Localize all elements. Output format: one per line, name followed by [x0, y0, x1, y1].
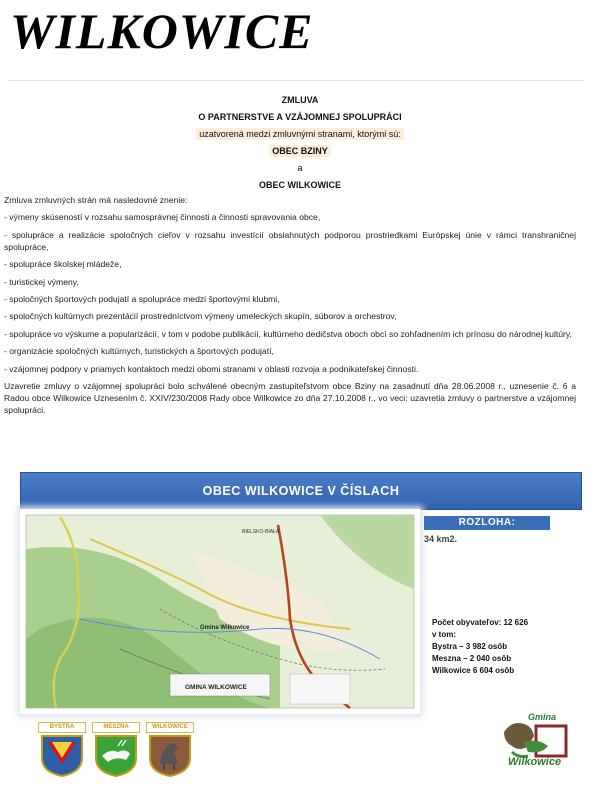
contract-heading: ZMLUVA [281, 95, 319, 105]
contract-body [4, 194, 576, 421]
population-row: Wilkowice 6 604 osôb [432, 666, 515, 675]
area-value: 34 km2. [424, 534, 458, 544]
contract-paragraph: - vzájomnej podpory v priamych kontaktoch medzi obomi stranami v oblasti rozvoja a podnikateľskej činnosti. [4, 363, 419, 374]
crest-wilkowice [146, 722, 194, 778]
contract-paragraph: Zmluva zmluvných strán má nasledovné znenie: [4, 195, 188, 205]
conjunction: a [297, 163, 303, 173]
crest-label: MESZNA [92, 722, 140, 733]
party-b: OBEC WILKOWICE [259, 180, 341, 190]
page-title: WILKOWICE [10, 3, 314, 59]
wilkowice-crest-icon [146, 734, 194, 778]
contract-paragraph: - spoločných kultúrnych prezentácií prostredníctvom výmeny umeleckých skupín, súborov a orchestrov, [4, 311, 397, 322]
contract-paragraph: - výmeny skúseností v rozsahu samosprávnej činnosti a činnosti spravovania obce, [4, 212, 321, 223]
municipality-map [20, 509, 420, 714]
banner-title: OBEC WILKOWICE V ČÍSLACH [202, 484, 400, 498]
divider [8, 80, 584, 81]
map-frame [20, 509, 420, 714]
population-row: Meszna – 2 040 osôb [432, 654, 512, 663]
crest-bystra [38, 722, 86, 778]
contract-paragraph: - turistickej výmeny, [4, 276, 79, 287]
map-label-top: BIELSKO-BIAŁA [242, 529, 280, 535]
logo-text-wilkowice: Wilkowice [508, 756, 562, 768]
contract-subheading: O PARTNERSTVE A VZÁJOMNEJ SPOLUPRÁCI [198, 112, 402, 122]
contract-paragraph: Uzavretie zmluvy o vzájomnej spolupráci bolo schválené obecným zastupiteľstvom obce Bziny na zasadnutí dňa 28.06.2008 r., uznesenie č. 6 a Radou obce Wilkowice Uznesením č. XXIV/230/2008 Rady obce Wilkowice zo dňa 27.10.2008 r., vo veci: uzavretia zmluvy o partnerstve a vzájomnej spolupráci. [4, 380, 576, 415]
gmina-wilkowice-logo [498, 712, 578, 774]
population-total: Počet obyvateľov: 12 626 [432, 618, 529, 627]
contract-paragraph: - spolupráce školskej mládeže, [4, 259, 122, 270]
contract-paragraph: - organizácie spoločných kultúrnych, turistických a športových podujatí, [4, 346, 274, 357]
population-row: Bystra – 3 982 osôb [432, 642, 508, 651]
population-intro: v tom: [432, 630, 456, 639]
logo-text-gmina: Gmina [528, 712, 557, 722]
contract-intro: uzatvorená medzi zmluvnými stranami, ktorými sú: [196, 128, 404, 140]
crest-meszna [92, 722, 140, 778]
meszna-crest-icon [92, 734, 140, 778]
contract-paragraph: - spolupráce vo výskume a popularizácií, v tom v podobe publikácií, kultúrneho dedičstva oboch obcí so zohľadnením ich prínosu do národnej kultúry, [4, 328, 572, 339]
crest-label: WILKOWICE [146, 722, 194, 733]
contract-paragraph: - spoločných športových podujatí a spolupráce medzi športovými klubmi, [4, 293, 280, 304]
population-stats [432, 617, 528, 677]
contract-paragraph: - spolupráce a realizácie spoločných cieľov v rozsahu investícií obsiahnutých podporou prostriedkami Európskej únie v rámci transhraničnej spolupráce, [4, 229, 576, 252]
map-label-center: Gmina Wilkowice [200, 625, 250, 631]
area-label: ROZLOHA: [424, 516, 550, 530]
map-label-bottom: GMINA WILKOWICE [185, 684, 247, 691]
crest-label: BYSTRA [38, 722, 86, 733]
contract-header [0, 92, 600, 194]
bystra-crest-icon [38, 734, 86, 778]
party-a: OBEC BZINY [269, 145, 331, 157]
numbers-banner [20, 472, 582, 510]
